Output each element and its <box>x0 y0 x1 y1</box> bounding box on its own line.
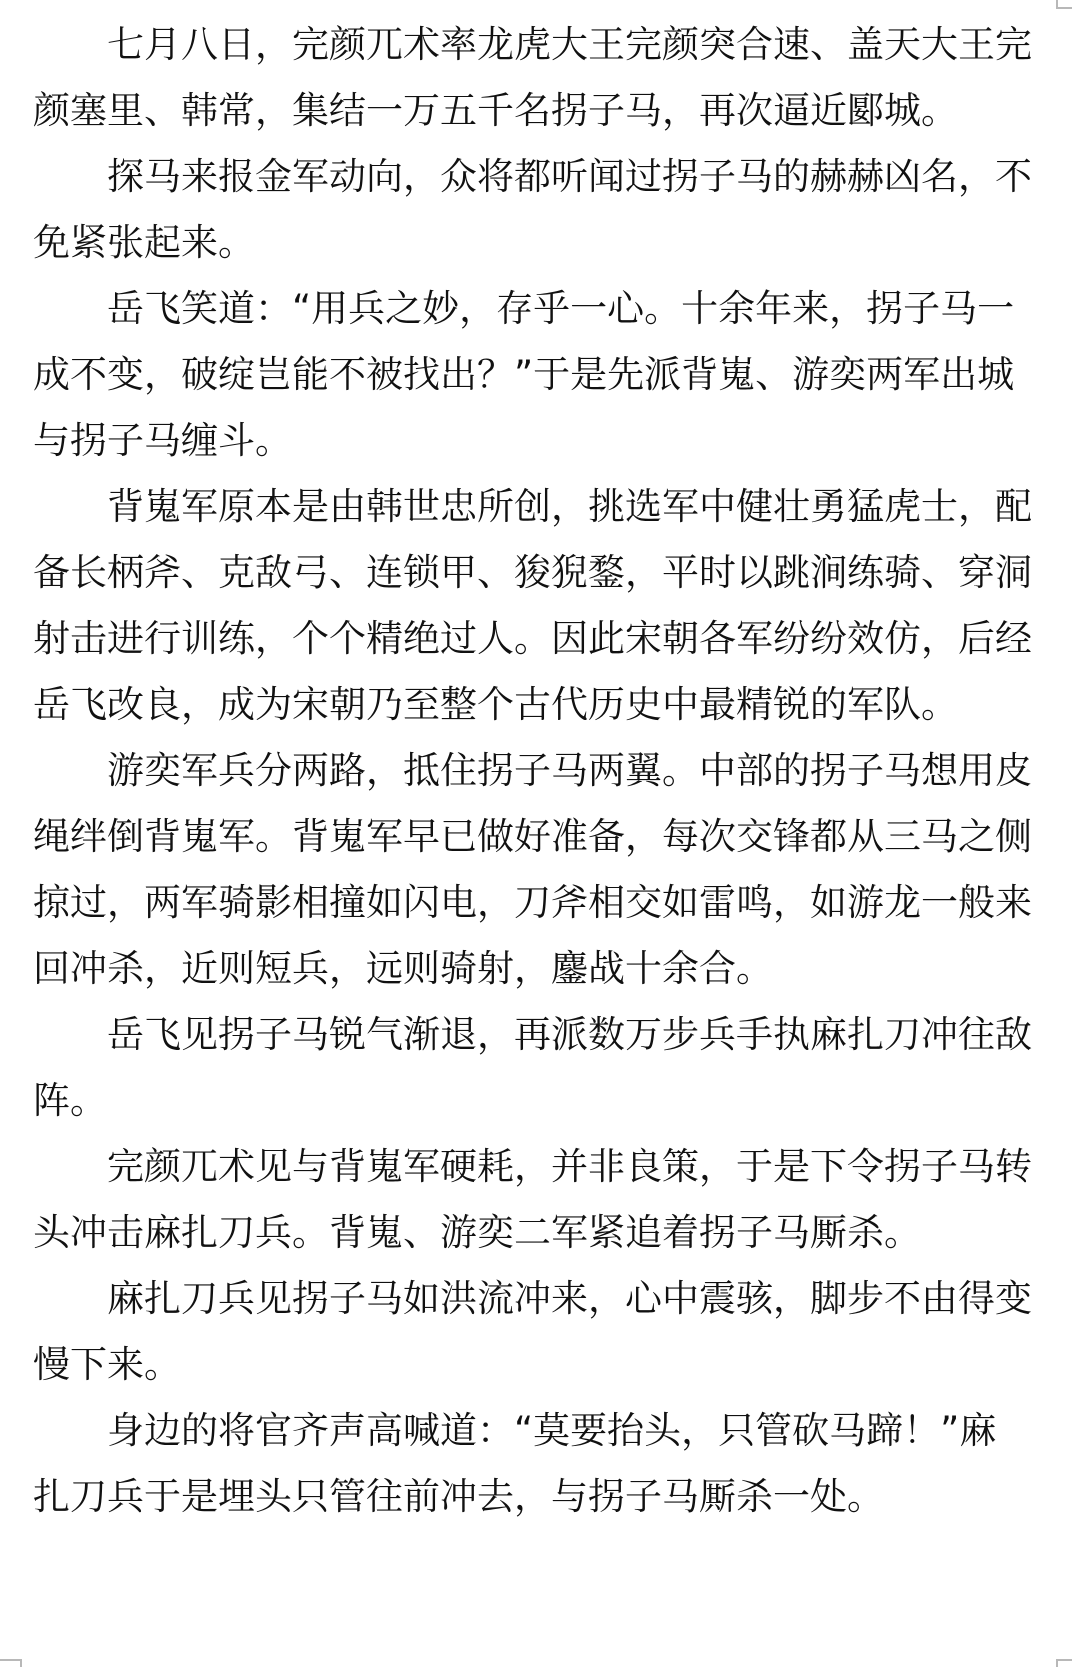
paragraph: 岳飞见拐子马锐气渐退，再派数万步兵手执麻扎刀冲往敌阵。 <box>33 1013 1032 1122</box>
document-body <box>33 12 1033 1530</box>
paragraph: 完颜兀术见与背嵬军硬耗，并非良策，于是下令拐子马转头冲击麻扎刀兵。背嵬、游奕二军紧追着拐子马厮杀。 <box>33 1145 1032 1254</box>
crop-mark-top-right <box>1056 0 1072 9</box>
paragraph: 麻扎刀兵见拐子马如洪流冲来，心中震骇，脚步不由得变慢下来。 <box>33 1277 1032 1386</box>
paragraph: 身边的将官齐声高喊道：“莫要抬头，只管砍马蹄！”麻扎刀兵于是埋头只管往前冲去，与拐子马厮杀一处。 <box>33 1409 997 1518</box>
paragraph: 游奕军兵分两路，抵住拐子马两翼。中部的拐子马想用皮绳绊倒背嵬军。背嵬军早已做好准备，每次交锋都从三马之侧掠过，两军骑影相撞如闪电，刀斧相交如雷鸣，如游龙一般来回冲杀，近则短兵，远则骑射，鏖战十余合。 <box>33 749 1032 990</box>
paragraph: 七月八日，完颜兀术率龙虎大王完颜突合速、盖天大王完颜塞里、韩常，集结一万五千名拐子马，再次逼近郾城。 <box>33 23 1032 132</box>
paragraph: 探马来报金军动向，众将都听闻过拐子马的赫赫凶名，不免紧张起来。 <box>33 155 1032 264</box>
paragraph: 背嵬军原本是由韩世忠所创，挑选军中健壮勇猛虎士，配备长柄斧、克敌弓、连锁甲、狻猊鍪，平时以跳涧练骑、穿洞射击进行训练，个个精绝过人。因此宋朝各军纷纷效仿，后经岳飞改良，成为宋朝乃至整个古代历史中最精锐的军队。 <box>33 485 1032 726</box>
paragraph: 岳飞笑道：“用兵之妙，存乎一心。十余年来，拐子马一成不变，破绽岂能不被找出？”于是先派背嵬、游奕两军出城与拐子马缠斗。 <box>33 287 1015 462</box>
